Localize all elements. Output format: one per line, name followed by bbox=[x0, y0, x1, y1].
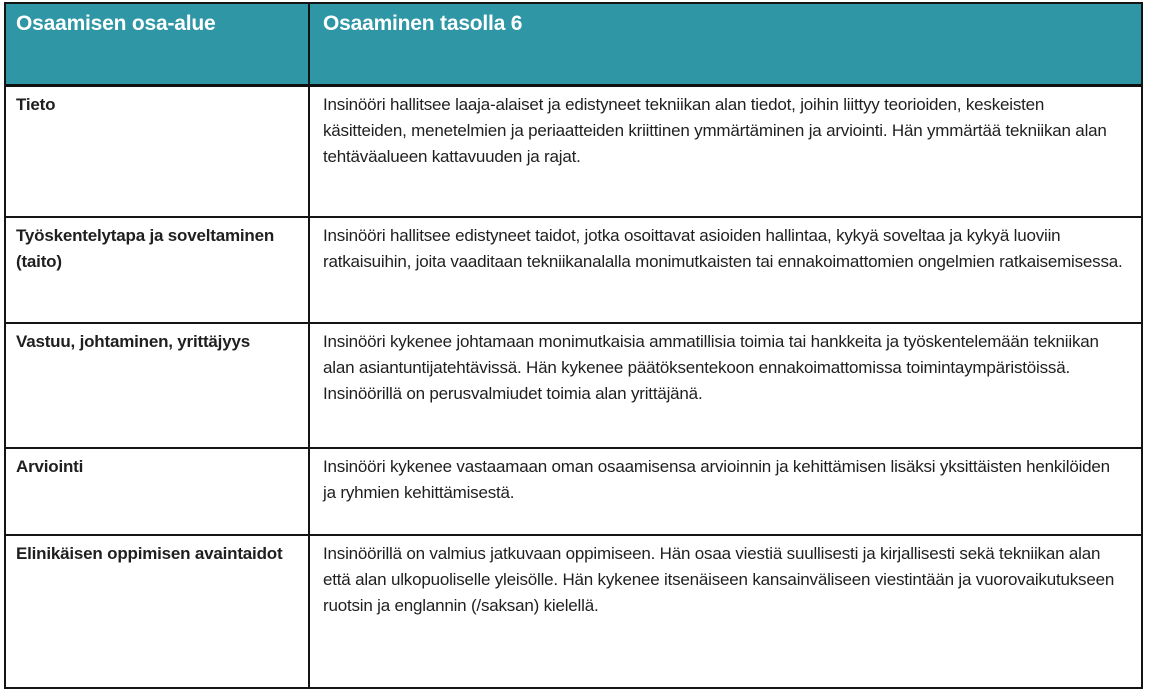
competency-table bbox=[4, 2, 1143, 689]
row-description: Insinööri hallitsee laaja-alaiset ja edistyneet tekniikan alan tiedot, joihin liittyy teorioiden, keskeisten käsitteiden, menetelmien ja periaatteiden kriittinen ymmärtäminen ja arviointi. Hän ymmärtää tekniikan alan tehtäväalueen kattavuuden ja rajat. bbox=[323, 95, 1107, 166]
table-row-vastuu bbox=[6, 324, 1141, 449]
row-description: Insinööri kykenee vastaamaan oman osaamisensa arvioinnin ja kehittämisen lisäksi yksittäisten henkilöiden ja ryhmien kehittämisestä. bbox=[323, 457, 1110, 502]
header-cell-tasolla-6: Osaaminen tasolla 6 bbox=[323, 12, 523, 35]
row-label: Työskentelytapa ja soveltaminen (taito) bbox=[6, 218, 310, 322]
header-row bbox=[6, 4, 1141, 87]
row-label: Elinikäisen oppimisen avaintaidot bbox=[6, 536, 310, 687]
table-row-tyoskentelytapa bbox=[6, 218, 1141, 324]
row-description: Insinööri hallitsee edistyneet taidot, jotka osoittavat asioiden hallintaa, kykyä soveltaa ja kykyä luoviin ratkaisuihin, joita vaaditaan tekniikanalalla monimutkaisten tai ennakoimattomien ongelmien ratkaisemisessa. bbox=[323, 226, 1123, 271]
header-cell-osa-alue: Osaamisen osa-alue bbox=[6, 4, 310, 84]
row-label: Tieto bbox=[6, 87, 310, 216]
table-row-tieto bbox=[6, 87, 1141, 218]
row-description: Insinöörillä on valmius jatkuvaan oppimiseen. Hän osaa viestiä suullisesti ja kirjallisesti sekä tekniikan alan että alan ulkopuoliselle yleisölle. Hän kykenee itsenäiseen kansainväliseen viestintään ja vuorovaikutukseen ruotsin ja englannin (/saksan) kielellä. bbox=[323, 544, 1115, 615]
row-label: Vastuu, johtaminen, yrittäjyys bbox=[6, 324, 310, 447]
row-label: Arviointi bbox=[6, 449, 310, 534]
row-description: Insinööri kykenee johtamaan monimutkaisia ammatillisia toimia tai hankkeita ja työskentelemään tekniikan alan asiantuntijatehtävissä. Hän kykenee päätöksentekoon ennakoimattomissa toimintaympäristöissä. Insinöörillä on perusvalmiudet toimia alan yrittäjänä. bbox=[323, 332, 1099, 403]
table-row-elinikainen bbox=[6, 536, 1141, 687]
table-row-arviointi bbox=[6, 449, 1141, 536]
